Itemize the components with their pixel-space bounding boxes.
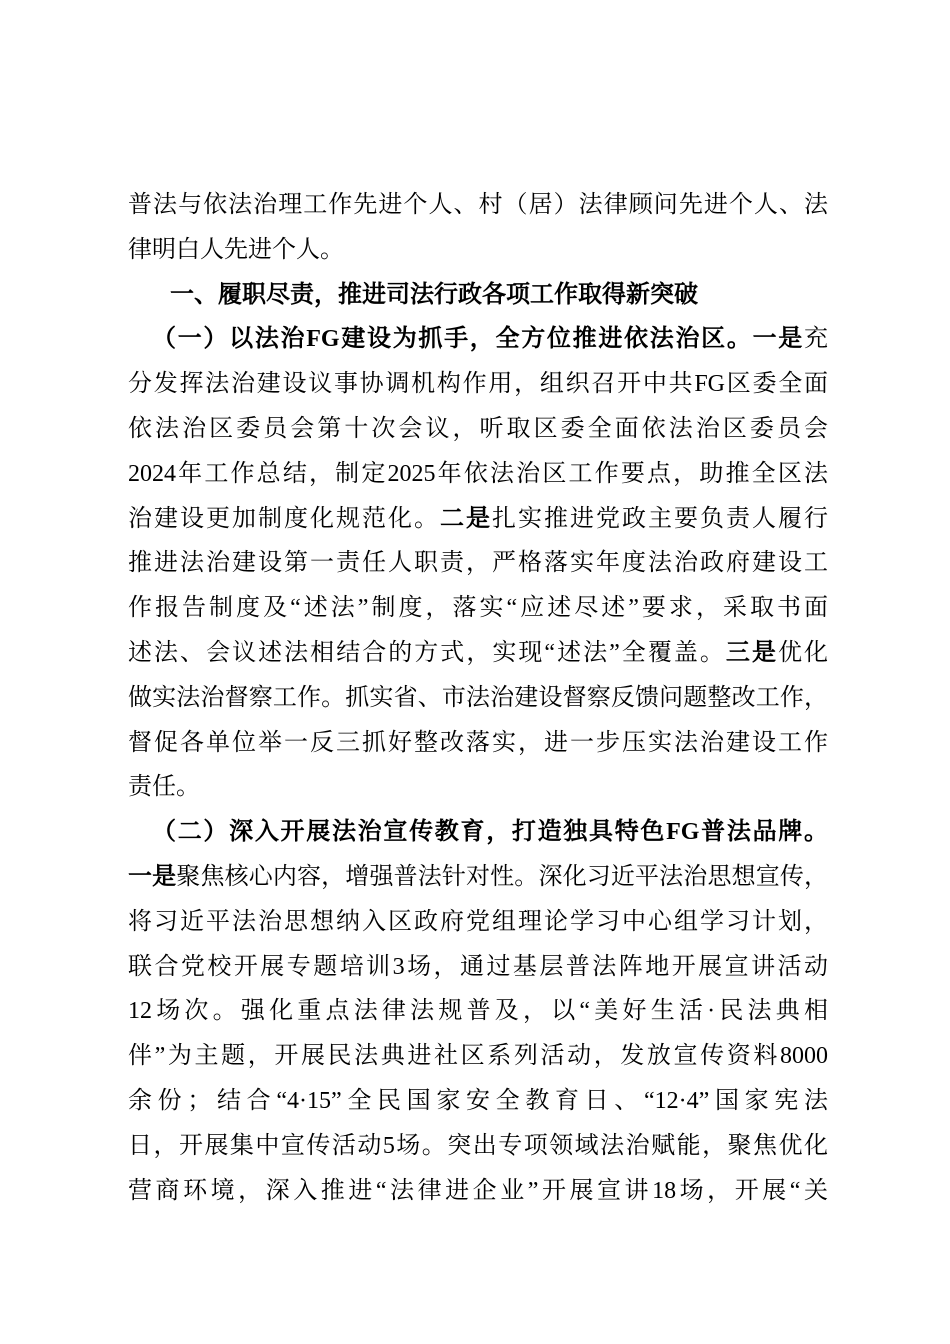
body-text: 充 xyxy=(804,326,828,353)
body-text: 将习近平法治思想纳入区政府党组理论学习中心组学习计划， xyxy=(128,908,828,935)
bold-text: 一是 xyxy=(128,864,177,890)
body-text: 12场次。强化重点法律法规普及，以“美好生活·民法典相 xyxy=(128,998,828,1025)
bold-text: 一、履职尽责，推进司法行政各项工作取得新突破 xyxy=(170,281,698,308)
text-line xyxy=(128,1086,828,1116)
text-line xyxy=(128,907,828,937)
text-line xyxy=(128,414,828,444)
text-line xyxy=(128,638,828,668)
subsection-heading-line xyxy=(152,324,828,354)
body-text: 推进法治建设第一责任人职责，严格落实年度法治政府建设工 xyxy=(128,550,828,577)
body-text: 做实法治督察工作。抓实省、市法治建设督察反馈问题整改工作， xyxy=(128,684,828,711)
body-text: 聚焦核心内容，增强普法针对性。深化习近平法治思想宣传， xyxy=(176,864,829,890)
body-text: 普法与依法治理工作先进个人、村（居）法律顾问先进个人、法 xyxy=(128,192,828,218)
body-text: 述法、会议述法相结合的方式，实现“述法”全覆盖。 xyxy=(128,640,726,666)
bold-text: 三是 xyxy=(725,640,778,666)
text-line xyxy=(128,1041,828,1071)
body-text: 伴”为主题，开展民法典进社区系列活动，发放宣传资料8000 xyxy=(128,1043,828,1070)
text-line xyxy=(128,504,828,534)
text-line xyxy=(128,593,828,623)
section-heading xyxy=(170,280,698,310)
body-text: 优化 xyxy=(777,640,829,666)
body-text: 营商环境，深入推进“法律进企业”开展宣讲18场，开展“关 xyxy=(128,1177,828,1204)
text-line xyxy=(128,1131,828,1161)
text-line xyxy=(128,862,828,892)
body-text: 依法治区委员会第十次会议，听取区委全面依法治区委员会 xyxy=(128,416,828,442)
text-line xyxy=(128,235,828,265)
text-line xyxy=(128,459,828,489)
text-line xyxy=(128,683,828,713)
text-line xyxy=(128,1176,828,1206)
body-text: 治建设更加制度化规范化。 xyxy=(128,505,440,532)
body-text: 分发挥法治建设议事协调机构作用，组织召开中共FG区委全面 xyxy=(128,371,828,398)
subsection-heading-line xyxy=(152,817,828,847)
text-line xyxy=(128,369,828,399)
bold-text: （一）以法治FG建设为抓手，全方位推进依法治区。一是 xyxy=(152,326,804,353)
text-line xyxy=(128,190,828,220)
body-text: 日，开展集中宣传活动5场。突出专项领域法治赋能，聚焦优化 xyxy=(128,1132,828,1159)
text-line xyxy=(128,548,828,578)
bold-text: （二）深入开展法治宣传教育，打造独具特色FG普法品牌。 xyxy=(152,819,828,846)
bold-text: 二是 xyxy=(440,505,492,532)
text-line xyxy=(128,728,828,758)
text-line xyxy=(128,996,828,1026)
body-text: 2024年工作总结，制定2025年依法治区工作要点，助推全区法 xyxy=(128,460,828,487)
text-line xyxy=(128,952,828,982)
body-text: 责任。 xyxy=(128,774,200,801)
body-text: 律明白人先进个人。 xyxy=(128,236,344,263)
body-text: 督促各单位举一反三抓好整改落实，进一步压实法治建设工作 xyxy=(128,729,828,756)
body-text: 扎实推进党政主要负责人履行 xyxy=(492,505,828,532)
body-text: 余份；结合“4·15”全民国家安全教育日、“12·4”国家宪法 xyxy=(128,1088,828,1114)
text-line xyxy=(128,772,828,802)
body-text: 联合党校开展专题培训3场，通过基层普法阵地开展宣讲活动 xyxy=(128,953,828,980)
body-text: 作报告制度及“述法”制度，落实“应述尽述”要求，采取书面 xyxy=(128,595,828,622)
